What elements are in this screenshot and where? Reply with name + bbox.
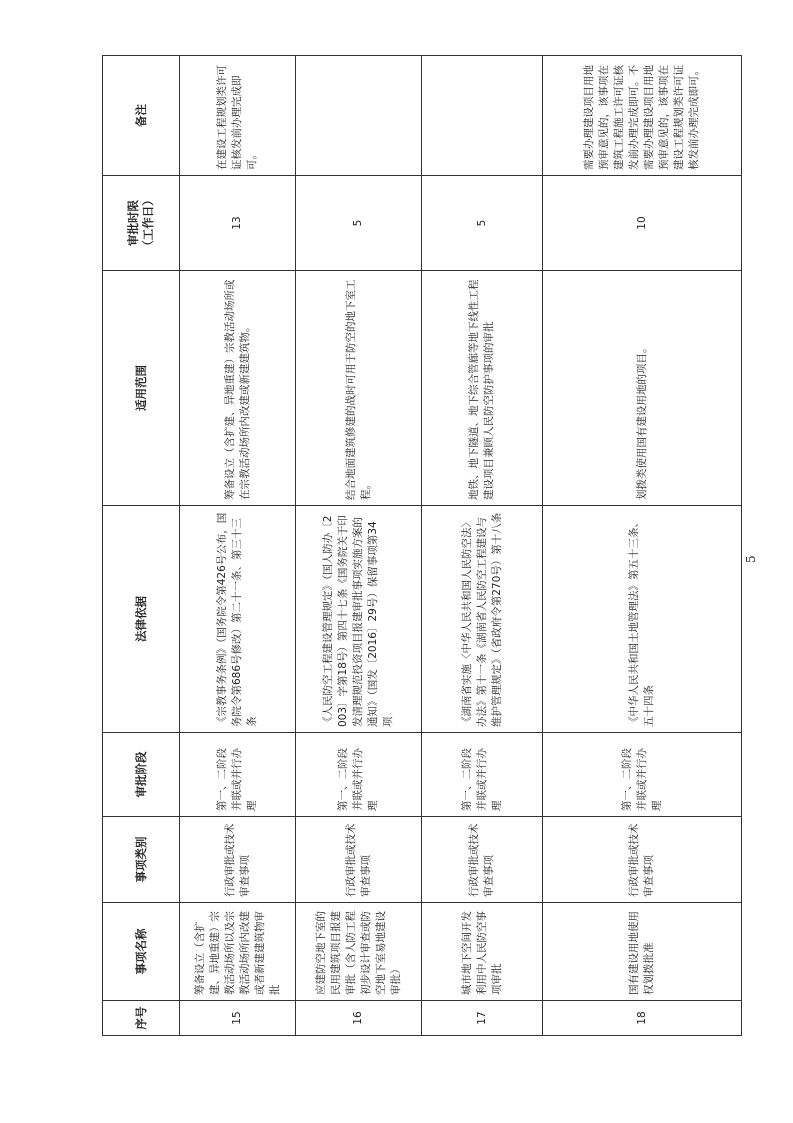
cell-item-category: 行政审批或技术审查事项 xyxy=(422,817,543,903)
header-item-name: 事项名称 xyxy=(103,903,180,1001)
header-item-category: 事项类别 xyxy=(103,817,180,903)
cell-scope: 划拨类使用国有建设用地的项目。 xyxy=(543,271,742,506)
cell-time-limit: 10 xyxy=(543,176,742,271)
cell-legal-basis: 《人民防空工程建设管理规定》（国人防办〔2003〕字第18号）第四十七条《国务院关于印发清理规范投资项目报建审批事项实施方案的通知》（国发〔2016〕29号）保留事项第34项 xyxy=(296,506,422,733)
cell-approval-stage: 第一、二阶段并联或并行办理 xyxy=(296,733,422,817)
cell-item-name: 应建防空地下室的民用建筑项目报建审批（含人防工程初步设计审查或防空地下室易地建设审批） xyxy=(296,903,422,1001)
header-scope: 适用范围 xyxy=(103,271,180,506)
cell-time-limit: 13 xyxy=(180,176,296,271)
cell-time-limit: 5 xyxy=(422,176,543,271)
table-row xyxy=(296,56,422,1036)
cell-item-category: 行政审批或技术审查事项 xyxy=(180,817,296,903)
table-row xyxy=(180,56,296,1036)
table-row xyxy=(422,56,543,1036)
cell-legal-basis: 《湖南省实施〈中华人民共和国人民防空法〉办法》第十一条《湖南省人民防空工程建设与维护管理规定》（省政府令第270号）第十八条 xyxy=(422,506,543,733)
cell-no: 15 xyxy=(180,1001,296,1036)
header-approval-stage: 审批阶段 xyxy=(103,733,180,817)
cell-item-name: 城市地下空间开发利用中人民防空事项审批 xyxy=(422,903,543,1001)
header-remark: 备注 xyxy=(103,56,180,176)
header-legal-basis: 法律依据 xyxy=(103,506,180,733)
cell-remark xyxy=(296,56,422,176)
cell-scope: 地铁、地下隧道、地下综合管廊等地下线性工程建设项目兼顾人民防空防护事项的审批 xyxy=(422,271,543,506)
cell-approval-stage: 第一、二阶段并联或并行办理 xyxy=(543,733,742,817)
cell-approval-stage: 第一、二阶段并联或并行办理 xyxy=(422,733,543,817)
cell-remark xyxy=(422,56,543,176)
header-time-limit: 审批时限 （工作日） xyxy=(103,176,180,271)
cell-remark: 需要办理建设项目用地预审意见的，该事项在建筑工程施工许可证核发前办理完成即可。不需要办理建设项目用地预审意见的，该事项在建设工程规划类许可证核发前办理完成即可。 xyxy=(543,56,742,176)
cell-no: 18 xyxy=(543,1001,742,1036)
table-row xyxy=(543,56,742,1036)
cell-item-name: 筹备设立（含扩建、异地重建）宗教活动场所以及宗教活动场所内改建或者新建建筑物审批 xyxy=(180,903,296,1001)
cell-no: 17 xyxy=(422,1001,543,1036)
cell-item-category: 行政审批或技术审查事项 xyxy=(543,817,742,903)
cell-item-name: 国有建设用地使用权划拨批准 xyxy=(543,903,742,1001)
cell-approval-stage: 第一、二阶段并联或并行办理 xyxy=(180,733,296,817)
header-no: 序号 xyxy=(103,1001,180,1036)
cell-item-category: 行政审批或技术审查事项 xyxy=(296,817,422,903)
cell-remark: 在建设工程规划类许可证核发前办理完成即可。 xyxy=(180,56,296,176)
page-number: 5 xyxy=(744,555,758,563)
cell-legal-basis: 《宗教事务条例》（国务院令第426号公布，国务院令第686号修改）第二十一条、第三十三条 xyxy=(180,506,296,733)
approval-items-table xyxy=(102,55,742,1036)
cell-scope: 筹备设立（含扩建、异地重建）宗教活动场所或在宗教活动场所内改建或新建建筑物。 xyxy=(180,271,296,506)
cell-no: 16 xyxy=(296,1001,422,1036)
cell-scope: 结合地面建筑修建的战时可用于防空的地下室工程。 xyxy=(296,271,422,506)
table-header-row xyxy=(103,56,180,1036)
cell-time-limit: 5 xyxy=(296,176,422,271)
cell-legal-basis: 《中华人民共和国土地管理法》第五十三条、五十四条 xyxy=(543,506,742,733)
